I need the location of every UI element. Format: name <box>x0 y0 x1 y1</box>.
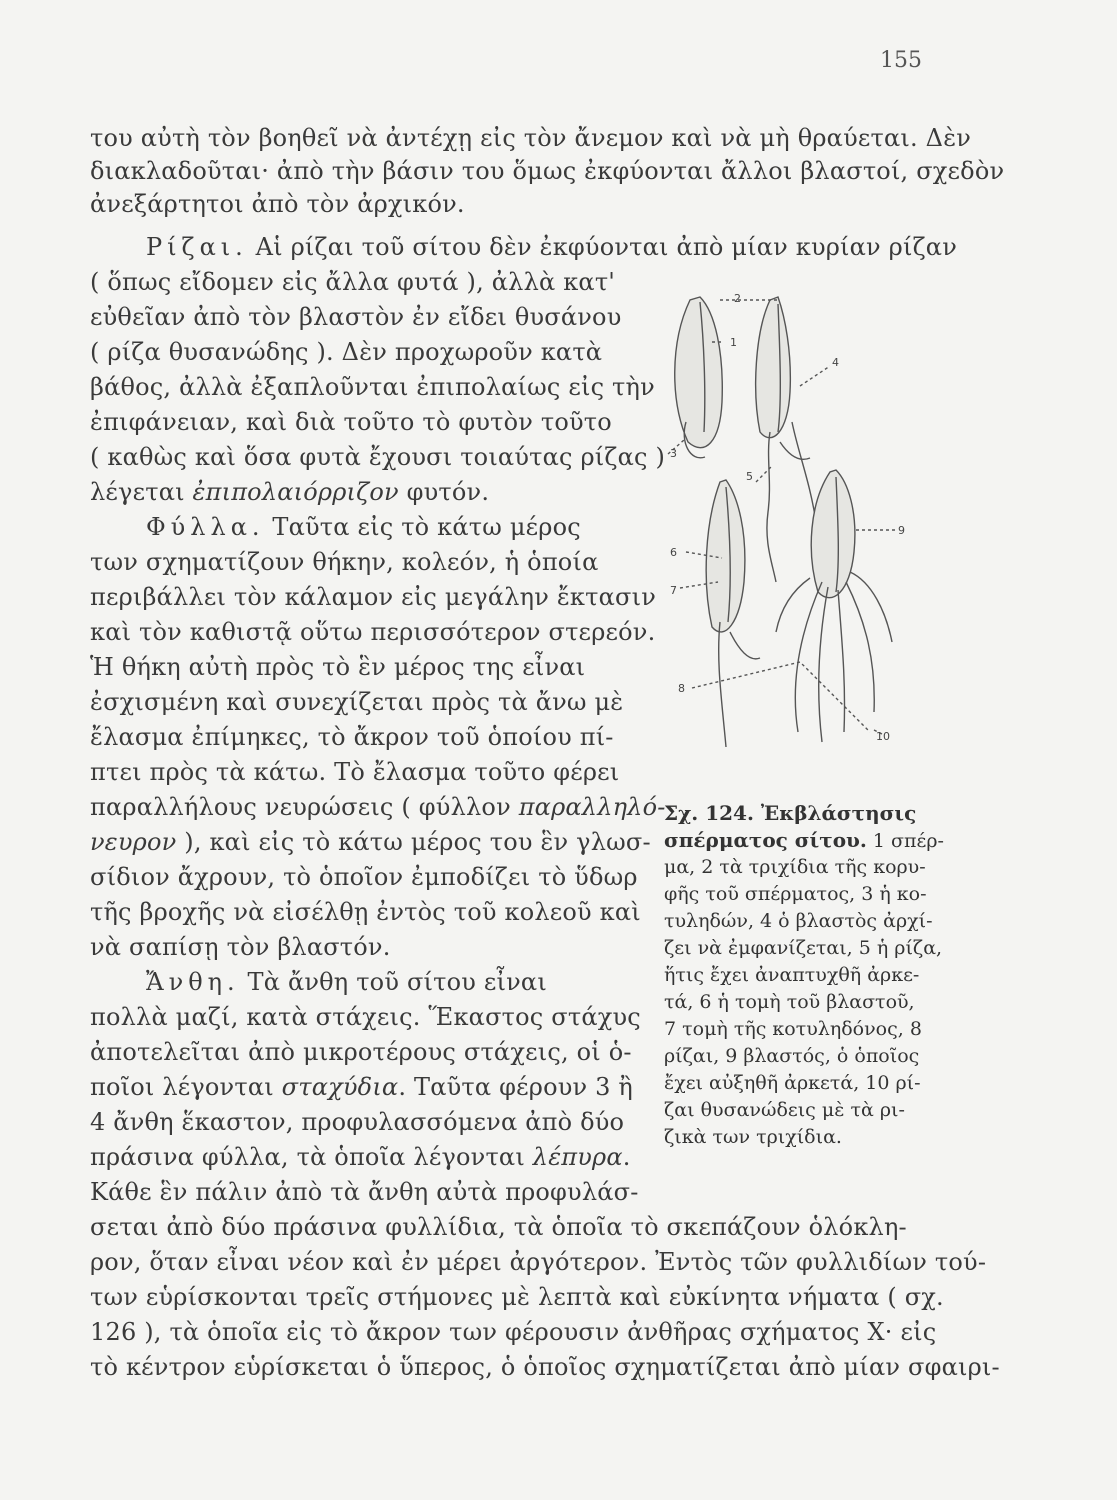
figure-caption-line: σπέρματος σίτου. 1 σπέρ- <box>664 828 944 852</box>
figure-label: 9 <box>898 524 905 537</box>
section-heading-flowers: Ἄνθη. <box>146 968 240 996</box>
figure-caption-line: ἔχει αὐξηθῆ ἀρκετά, 10 ρί- <box>664 1072 921 1094</box>
figure-label: 6 <box>670 546 677 559</box>
text-line: του αὐτὴ τὸν βοηθεῖ νὰ ἀντέχῃ εἰς τὸν ἄνεμον καὶ νὰ μὴ θραύεται. Δὲν <box>90 124 972 152</box>
section-heading-roots: Ρίζαι. <box>146 233 248 261</box>
figure-label: 3 <box>670 447 677 460</box>
text-line: παραλλήλους νευρώσεις ( φύλλον παραλληλό- <box>90 793 666 821</box>
text-line: νὰ σαπίσῃ τὸν βλαστόν. <box>90 933 391 961</box>
text-line: εὐθεῖαν ἀπὸ τὸν βλαστὸν ἐν εἴδει θυσάνου <box>90 303 622 331</box>
text-line: ἐπιφάνειαν, καὶ διὰ τοῦτο τὸ φυτὸν τοῦτο <box>90 408 612 436</box>
text-line: περιβάλλει τὸν κάλαμον εἰς μεγάλην ἔκτασιν <box>90 583 656 611</box>
text-line: τῆς βροχῆς νὰ εἰσέλθῃ ἐντὸς τοῦ κολεοῦ καὶ <box>90 898 641 926</box>
figure-caption-line: τά, 6 ἡ τομὴ τοῦ βλαστοῦ, <box>664 991 915 1013</box>
text-line: Ἡ θήκη αὐτὴ πρὸς τὸ ἓν μέρος της εἶναι <box>90 653 586 681</box>
text-line: ἀνεξάρτητοι ἀπὸ τὸν ἀρχικόν. <box>90 190 465 218</box>
figure-caption-line: ἥτις ἔχει ἀναπτυχθῆ ἀρκε- <box>664 964 920 986</box>
text-line: τὸ κέντρον εὑρίσκεται ὁ ὕπερος, ὁ ὁποῖος σχηματίζεται ἀπὸ μίαν σφαιρι- <box>90 1353 1000 1381</box>
seed-germination-figure <box>660 282 925 762</box>
figure-label: 1 <box>730 336 737 349</box>
text-line: ρον, ὅταν εἶναι νέον καὶ ἐν μέρει ἀργότερον. Ἐντὸς τῶν φυλλιδίων τού- <box>90 1248 987 1276</box>
figure-label: 5 <box>746 470 753 483</box>
text-line: καὶ τὸν καθιστᾷ οὕτω περισσότερον στερεόν. <box>90 618 656 646</box>
text-line: ( ὅπως εἴδομεν εἰς ἄλλα φυτά ), ἀλλὰ κατ' <box>90 268 616 296</box>
text-line: Ἄνθη. Τὰ ἄνθη τοῦ σίτου εἶναι <box>146 968 547 996</box>
text-line: Φύλλα. Ταῦτα εἰς τὸ κάτω μέρος <box>146 513 581 541</box>
text-line: 126 ), τὰ ὁποῖα εἰς τὸ ἄκρον των φέρουσιν ἀνθῆρας σχήματος Χ· εἰς <box>90 1318 937 1346</box>
section-heading-leaves: Φύλλα. <box>146 513 265 541</box>
figure-label: 4 <box>832 356 839 369</box>
text-line: ἔλασμα ἐπίμηκες, τὸ ἄκρον τοῦ ὁποίου πί- <box>90 723 614 751</box>
text-line: ( καθὼς καὶ ὅσα φυτὰ ἔχουσι τοιαύτας ρίζας ) <box>90 443 666 471</box>
text-line: πράσινα φύλλα, τὰ ὁποῖα λέγονται λέπυρα. <box>90 1143 631 1171</box>
page-number: 155 <box>880 48 922 73</box>
text-line: Κάθε ἓν πάλιν ἀπὸ τὰ ἄνθη αὐτὰ προφυλάσ- <box>90 1178 639 1206</box>
text-line: πολλὰ μαζί, κατὰ στάχεις. Ἕκαστος στάχυς <box>90 1003 641 1031</box>
figure-caption-line: φῆς τοῦ σπέρματος, 3 ἡ κο- <box>664 883 927 905</box>
text-line: πτει πρὸς τὰ κάτω. Τὸ ἔλασμα τοῦτο φέρει <box>90 758 620 786</box>
text-line: σεται ἀπὸ δύο πράσινα φυλλίδια, τὰ ὁποῖα τὸ σκεπάζουν ὁλόκλη- <box>90 1213 907 1241</box>
text-line: Ρίζαι. Αἱ ρίζαι τοῦ σίτου δὲν ἐκφύονται ἀπὸ μίαν κυρίαν ρίζαν <box>146 233 958 261</box>
text-line: διακλαδοῦται· ἀπὸ τὴν βάσιν του ὅμως ἐκφύονται ἄλλοι βλαστοί, σχεδὸν <box>90 157 1005 185</box>
figure-caption-line: τυληδών, 4 ὁ βλαστὸς ἀρχί- <box>664 910 933 932</box>
figure-caption-line: ρίζαι, 9 βλαστός, ὁ ὁποῖος <box>664 1045 920 1067</box>
figure-label: 7 <box>670 584 677 597</box>
figure-caption-line: μα, 2 τὰ τριχίδια τῆς κορυ- <box>664 856 926 878</box>
text-line: βάθος, ἀλλὰ ἐξαπλοῦνται ἐπιπολαίως εἰς τὴν <box>90 373 655 401</box>
text-line: νευρον ), καὶ εἰς τὸ κάτω μέρος του ἓν γλωσ- <box>90 828 651 856</box>
figure-caption-line: ζει νὰ ἐμφανίζεται, 5 ἡ ρίζα, <box>664 937 943 959</box>
figure-caption-line: ζικὰ των τριχίδια. <box>664 1126 842 1148</box>
text-line: 4 ἄνθη ἕκαστον, προφυλασσόμενα ἀπὸ δύο <box>90 1108 625 1136</box>
figure-caption-line: ζαι θυσανώδεις μὲ τὰ ρι- <box>664 1099 905 1121</box>
text-line: ποῖοι λέγονται σταχύδια. Ταῦτα φέρουν 3 ἢ <box>90 1073 634 1101</box>
figure-label: 2 <box>734 292 741 305</box>
text-line: των σχηματίζουν θήκην, κολεόν, ἡ ὁποία <box>90 548 599 576</box>
figure-label: 10 <box>876 730 890 743</box>
text-line: λέγεται ἐπιπολαιόρριζον φυτόν. <box>90 478 490 506</box>
text-line: ( ρίζα θυσανώδης ). Δὲν προχωροῦν κατὰ <box>90 338 603 366</box>
text-line: ἀποτελεῖται ἀπὸ μικροτέρους στάχεις, οἱ ὁ- <box>90 1038 632 1066</box>
text-line: των εὑρίσκονται τρεῖς στήμονες μὲ λεπτὰ καὶ εὐκίνητα νήματα ( σχ. <box>90 1283 944 1311</box>
figure-caption-title: Σχ. 124. Ἐκβλάστησις <box>664 801 917 825</box>
text-line: ἐσχισμένη καὶ συνεχίζεται πρὸς τὰ ἄνω μὲ <box>90 688 624 716</box>
text-line: σίδιον ἄχρουν, τὸ ὁποῖον ἐμποδίζει τὸ ὕδωρ <box>90 863 638 891</box>
figure-caption-line: 7 τομὴ τῆς κοτυληδόνος, 8 <box>664 1018 922 1040</box>
figure-label: 8 <box>678 682 685 695</box>
